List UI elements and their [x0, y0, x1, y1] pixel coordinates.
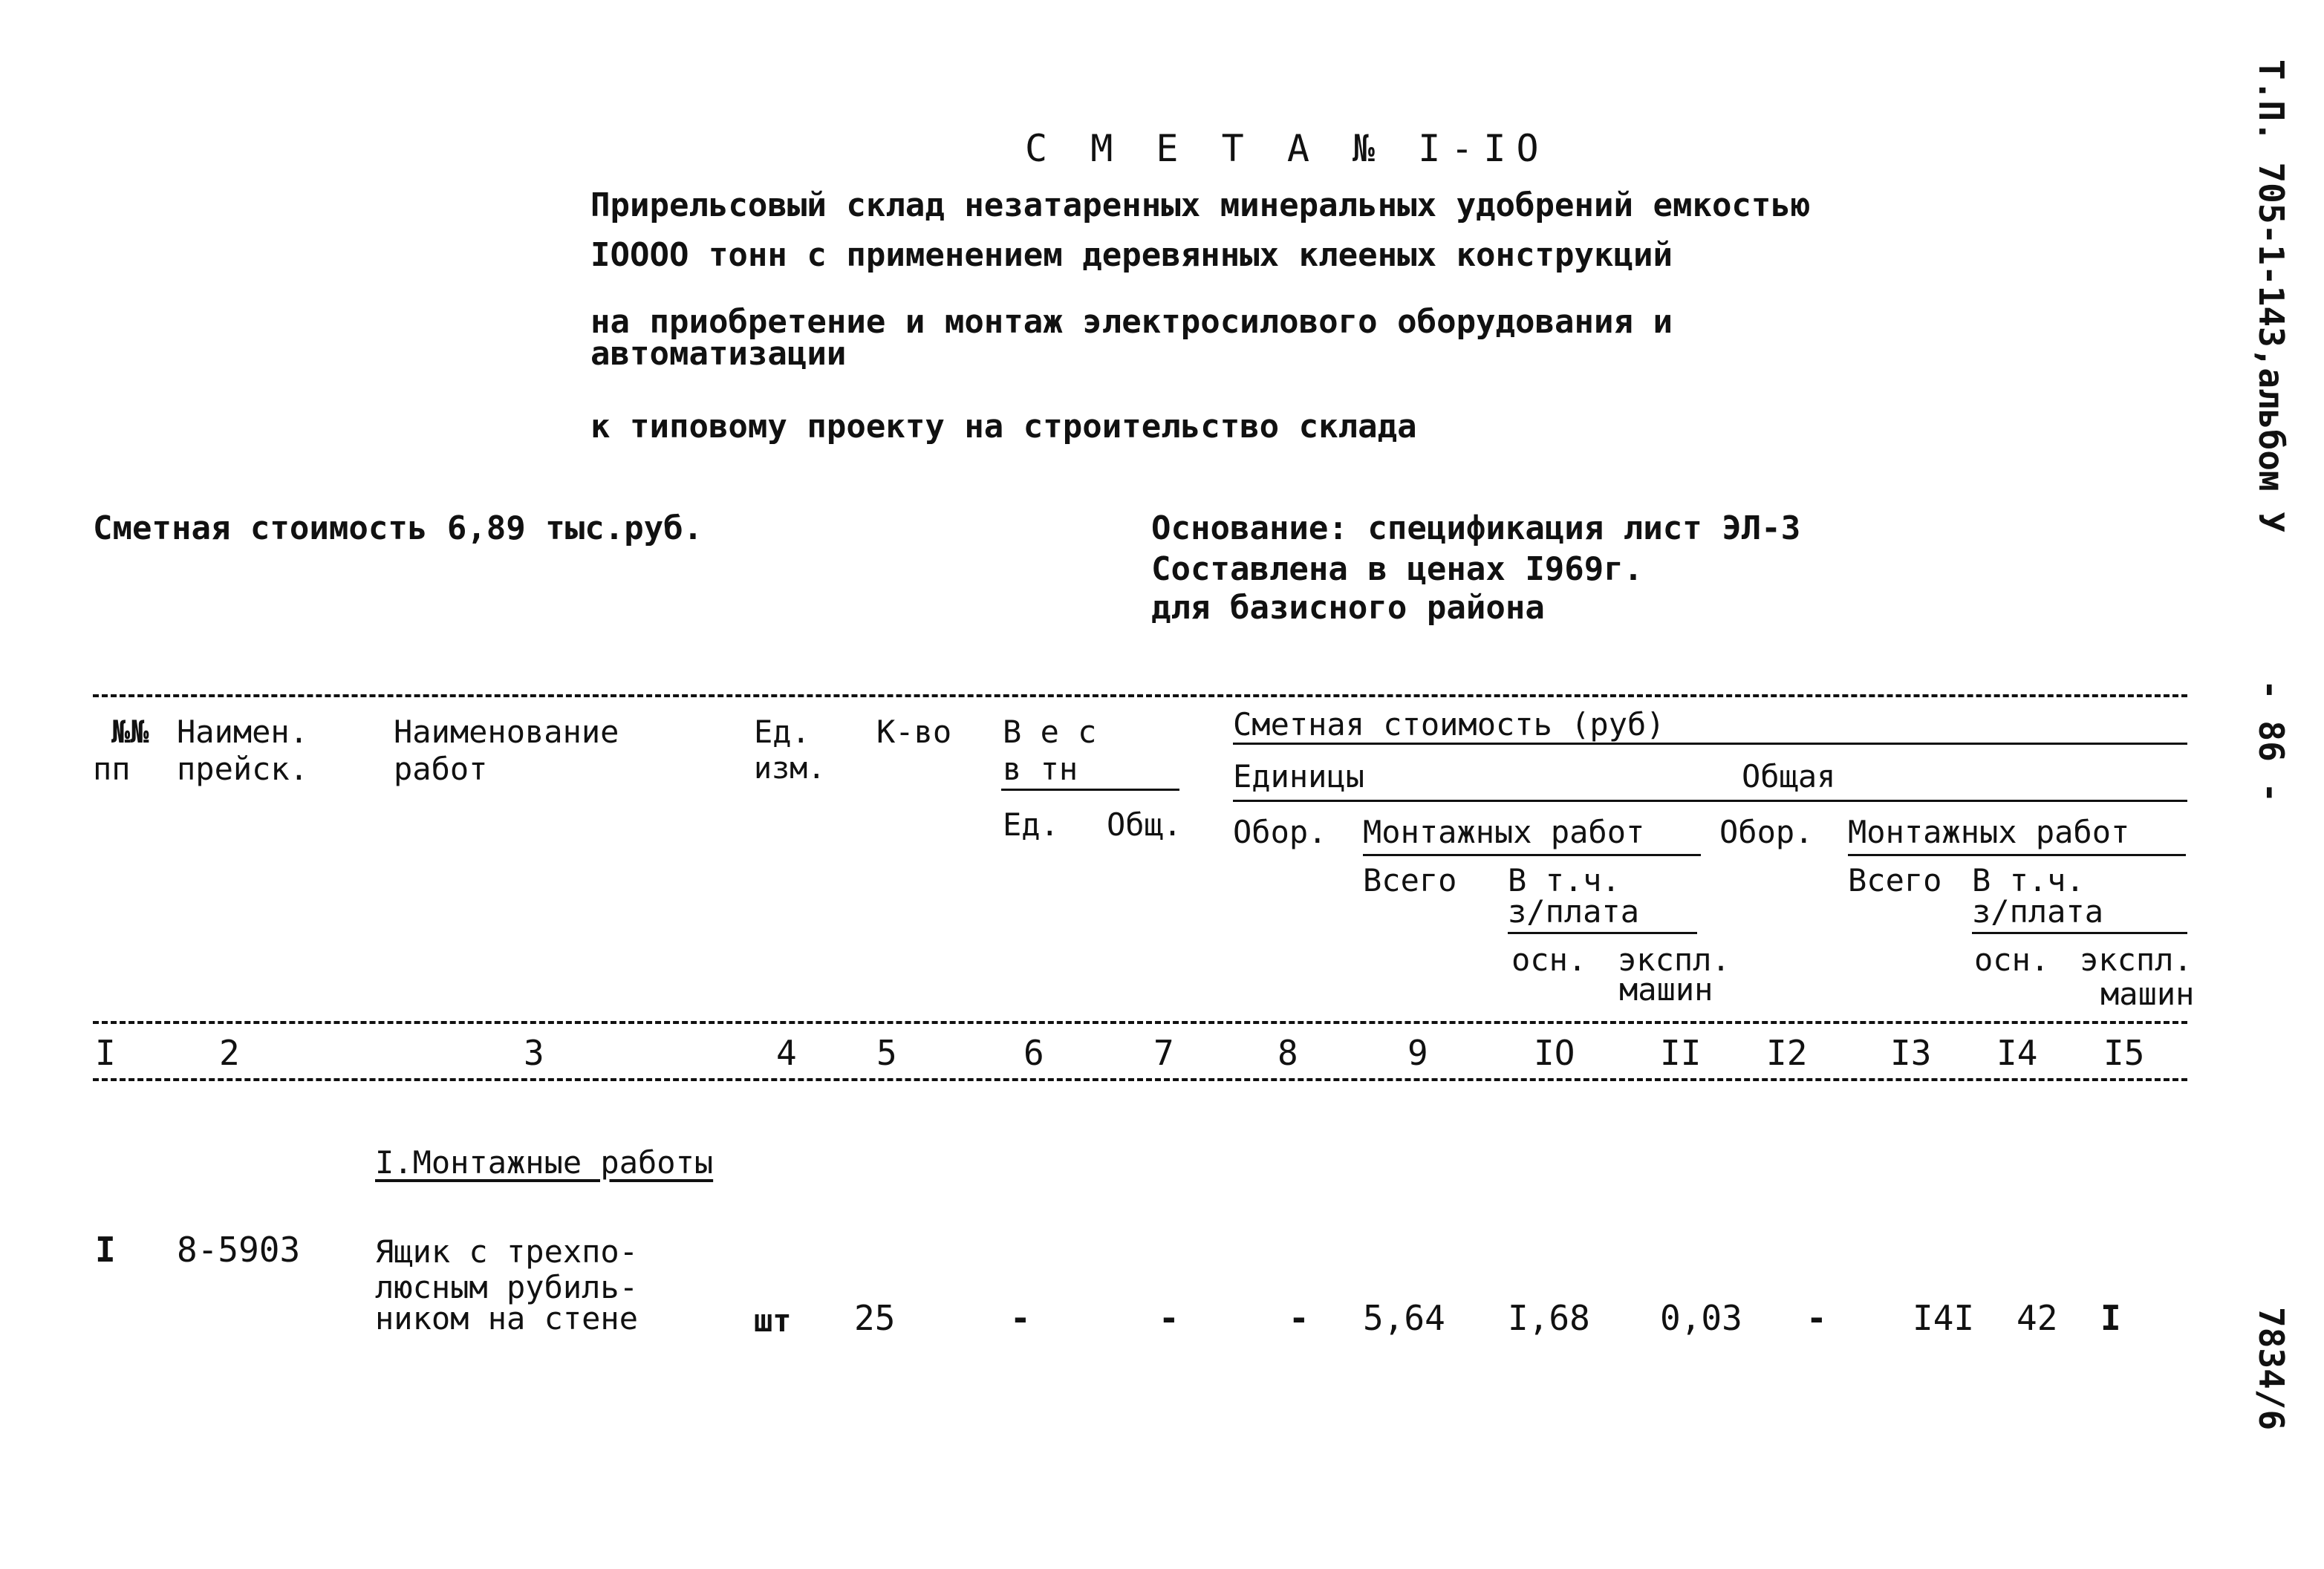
row-unit: шт — [754, 1302, 792, 1339]
col-num-5: 5 — [876, 1033, 897, 1073]
header-mont-total: Монтажных работ — [1848, 814, 2130, 850]
document-code: 7834/6 — [2251, 1307, 2291, 1431]
header-vsego-total: Всего — [1848, 862, 1942, 898]
header-osn-total: осн. — [1974, 942, 2050, 978]
header-col2-a: Наимен. — [177, 714, 309, 750]
col-num-15: I5 — [2103, 1033, 2145, 1073]
col-num-11: II — [1660, 1033, 1702, 1073]
col-num-6: 6 — [1023, 1033, 1044, 1073]
document-title: С М Е Т А № I-IO — [1025, 127, 1549, 170]
header-zplata-unit: з/плата — [1508, 893, 1640, 930]
row-c9: 5,64 — [1363, 1298, 1445, 1338]
header-mont-unit: Монтажных работ — [1363, 814, 1645, 850]
zplata-unit-underline — [1508, 932, 1697, 934]
header-col3-a: Наименование — [394, 714, 619, 750]
header-col3-b: работ — [394, 751, 488, 787]
row-price-ref: 8-5903 — [177, 1230, 301, 1270]
header-vtch-total: В т.ч. — [1972, 862, 2085, 898]
header-weight-a: В е с — [1003, 714, 1097, 750]
row-c15: I — [2100, 1298, 2121, 1338]
section-heading: I.Монтажные работы — [375, 1144, 714, 1181]
header-col4-a: Ед. — [754, 714, 810, 750]
mont-unit-underline — [1363, 854, 1701, 856]
header-vtch-unit: В т.ч. — [1508, 862, 1621, 898]
basis-line-3: для базисного района — [1151, 589, 1545, 627]
header-ekspl-total: экспл. — [2080, 942, 2193, 978]
header-weight-total: Общ. — [1107, 806, 1182, 843]
estimated-cost: Сметная стоимость 6,89 тыс.руб. — [93, 509, 703, 547]
purpose-line-1: на приобретение и монтаж электросилового оборудования и — [590, 303, 1673, 341]
purpose-line-2: автоматизации — [590, 335, 847, 373]
row-name-line-1: Ящик с трехпо- — [375, 1233, 639, 1270]
column-numbers-bottom-rule — [93, 1078, 2187, 1081]
header-zplata-total: з/плата — [1972, 893, 2104, 930]
header-obor-total: Обор. — [1719, 814, 1814, 850]
header-col2-b: прейск. — [177, 751, 309, 787]
page-number: - 86 - — [2251, 679, 2291, 803]
row-c11: 0,03 — [1660, 1298, 1742, 1338]
header-vsego-unit: Всего — [1363, 862, 1457, 898]
header-total: Общая — [1742, 758, 1836, 795]
weight-underline — [1001, 789, 1179, 791]
basis-line-2: Составлена в ценах I969г. — [1151, 550, 1644, 588]
mont-total-underline — [1848, 854, 2186, 856]
header-mashin-unit: машин — [1619, 971, 1713, 1008]
col-num-10: IO — [1534, 1033, 1575, 1073]
cost-underline — [1233, 743, 2187, 745]
col-num-2: 2 — [219, 1033, 240, 1073]
header-mashin-total: машин — [2100, 976, 2195, 1012]
header-col4-b: изм. — [754, 751, 826, 786]
header-unit: Единицы — [1233, 758, 1365, 795]
row-name-line-3: ником на стене — [375, 1300, 639, 1337]
header-weight-b: в тн — [1003, 751, 1078, 787]
col-num-12: I2 — [1766, 1033, 1808, 1073]
unit-total-underline — [1233, 800, 2187, 802]
row-number: I — [95, 1230, 116, 1270]
row-qty: 25 — [854, 1298, 896, 1338]
row-c14: 42 — [2017, 1298, 2058, 1338]
col-num-13: I3 — [1890, 1033, 1932, 1073]
row-name-line-2: люсным рубиль- — [375, 1269, 639, 1305]
header-obor-unit: Обор. — [1233, 814, 1327, 850]
row-c13: I4I — [1913, 1298, 1975, 1338]
row-c10: I,68 — [1508, 1298, 1590, 1338]
header-col5: К-во — [876, 714, 952, 750]
col-num-9: 9 — [1407, 1033, 1428, 1073]
col-num-1: I — [95, 1033, 116, 1073]
col-num-7: 7 — [1153, 1033, 1174, 1073]
header-ekspl-unit: экспл. — [1618, 942, 1731, 978]
row-c7: - — [1159, 1298, 1179, 1338]
zplata-total-underline — [1972, 932, 2187, 934]
col-num-14: I4 — [1996, 1033, 2038, 1073]
col-num-4: 4 — [776, 1033, 797, 1073]
header-col1-a: №№ — [111, 714, 149, 750]
col-num-3: 3 — [524, 1033, 544, 1073]
header-weight-unit: Ед. — [1003, 806, 1059, 843]
row-c12: - — [1806, 1298, 1827, 1338]
row-c8: - — [1289, 1298, 1309, 1338]
basis-line-1: Основание: спецификация лист ЭЛ-3 — [1151, 509, 1801, 547]
table-top-rule — [93, 694, 2187, 697]
header-bottom-rule — [93, 1021, 2187, 1024]
header-osn-unit: осн. — [1511, 942, 1587, 978]
row-c6: - — [1010, 1298, 1031, 1338]
col-num-8: 8 — [1277, 1033, 1298, 1073]
header-cost: Сметная стоимость (руб) — [1233, 706, 1665, 743]
album-reference: Т.П. 705-1-143,альбом У — [2251, 59, 2291, 532]
object-name-line-1: Прирельсовый склад незатаренных минеральных удобрений емкостью — [590, 186, 1811, 224]
project-line: к типовому проекту на строительство склада — [590, 408, 1417, 446]
object-name-line-2: IOOOO тонн с применением деревянных клееных конструкций — [590, 236, 1673, 274]
header-col1-b: пп — [93, 751, 131, 787]
